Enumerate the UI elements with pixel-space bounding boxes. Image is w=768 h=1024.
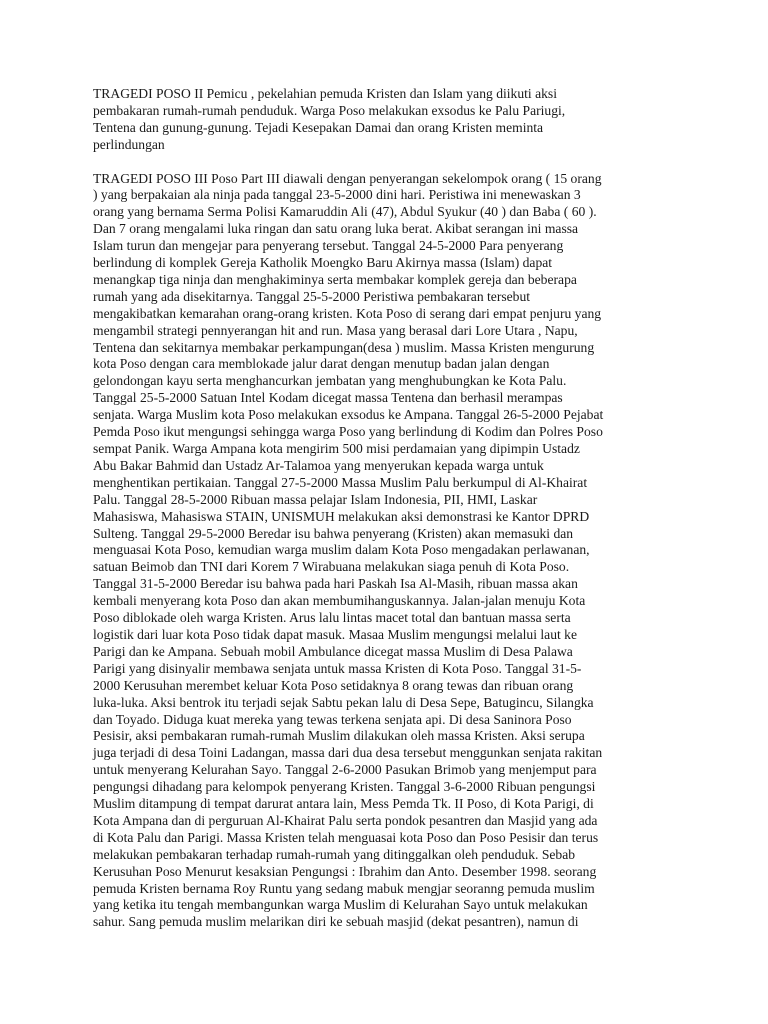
text-line: Kerusuhan Poso Menurut kesaksian Pengungsi : Ibrahim dan Anto. Desember 1998. seorang <box>93 863 597 879</box>
text-line: rumah yang ada disekitarnya. Tanggal 25-5-2000 Peristiwa pembakaran tersebut <box>93 288 531 304</box>
text-line: menangkap tiga ninja dan menghakiminya serta membakar komplek gereja dan beberapa <box>93 271 577 287</box>
text-line: logistik dari luar kota Poso tidak dapat masuk. Masaa Muslim mengungsi melalui laut ke <box>93 626 578 642</box>
text-line: mengakibatkan kemarahan orang-orang kristen. Kota Poso di serang dari empat penjuru yang <box>93 305 602 321</box>
text-line: Tanggal 25-5-2000 Satuan Intel Kodam dicegat massa Tentena dan berhasil merampas <box>93 390 563 406</box>
text-line: Abu Bakar Bahmid dan Ustadz Ar-Talamoa yang menyerukan kepada warga untuk <box>93 457 544 473</box>
text-line: TRAGEDI POSO III Poso Part III diawali dengan penyerangan sekelompok orang ( 15 orang <box>93 170 602 186</box>
text-line: Muslim ditampung di tempat darurat antara lain, Mess Pemda Tk. II Poso, di Kota Parigi, di <box>93 796 594 812</box>
text-line: satuan Beimob dan TNI dari Korem 7 Wirabuana melakukan siaga penuh di Kota Poso. <box>93 559 570 575</box>
text-line: mengambil strategi pennyerangan hit and run. Masa yang berasal dari Lore Utara , Napu, <box>93 322 578 338</box>
text-line: senjata. Warga Muslim kota Poso melakukan exsodus ke Ampana. Tanggal 26-5-2000 Pejabat <box>93 407 604 423</box>
text-line: Poso diblokade oleh warga Kristen. Arus lalu lintas macet total dan bantuan massa serta <box>93 610 571 626</box>
text-line: Tanggal 31-5-2000 Beredar isu bahwa pada hari Paskah Isa Al-Masih, ribuan massa akan <box>93 576 578 592</box>
text-line: Sulteng. Tanggal 29-5-2000 Beredar isu bahwa penyerang (Kristen) akan memasuki dan <box>93 525 574 541</box>
text-line: sahur. Sang pemuda muslim melarikan diri ke sebuah masjid (dekat pesantren), namun di <box>93 914 579 930</box>
text-line: pemuda Kristen bernama Roy Runtu yang sedang mabuk mengjar seoranng pemuda muslim <box>93 880 595 896</box>
text-line: dan Toyado. Diduga kuat mereka yang tewas terkena senjata api. Di desa Saninora Poso <box>93 711 572 727</box>
text-line: di Kota Palu dan Parigi. Massa Kristen telah menguasai kota Poso dan Poso Pesisir dan terus <box>93 829 599 845</box>
text-line: luka-luka. Aksi bentrok itu terjadi sejak Sabtu pekan lalu di Desa Sepe, Batugincu, Silangka <box>93 694 594 710</box>
text-line: Pesisir, aksi pembakaran rumah-rumah Muslim dilakukan oleh massa Kristen. Aksi serupa <box>93 728 585 744</box>
text-line: Parigi dan ke Ampana. Sebuah mobil Ambulance dicegat massa Muslim di Desa Palawa <box>93 643 573 659</box>
paragraph-tragedi-poso-2 <box>93 86 663 154</box>
text-line: ) yang berpakaian ala ninja pada tanggal 23-5-2000 dini hari. Peristiwa ini menewaskan 3 <box>93 187 581 203</box>
text-line: kota Poso dengan cara memblokade jalur darat dengan menutup badan jalan dengan <box>93 356 550 372</box>
text-line: kembali menyerang kota Poso dan akan membumihanguskannya. Jalan-jalan menuju Kota <box>93 593 586 609</box>
text-line: Parigi yang disinyalir membawa senjata untuk massa Kristen di Kota Poso. Tanggal 31-5- <box>93 660 582 676</box>
text-line: Kota Ampana dan di perguruan Al-Khairat Palu serta pondok pesantren dan Masjid yang ada <box>93 812 598 828</box>
text-line: TRAGEDI POSO II Pemicu , pekelahian pemuda Kristen dan Islam yang diikuti aksi <box>93 86 557 101</box>
text-line: berlindung di komplek Gereja Katholik Moengko Baru Akirnya massa (Islam) dapat <box>93 255 553 271</box>
text-line: juga terjadi di desa Toini Ladangan, massa dari dua desa tersebut menggunkan senjata rakitan <box>93 745 603 761</box>
paragraph-tragedi-poso-3 <box>93 171 663 932</box>
text-line: gelondongan kayu serta menghancurkan jembatan yang menghubungkan ke Kota Palu. <box>93 373 567 389</box>
text-line: menghentikan pertikaian. Tanggal 27-5-2000 Massa Muslim Palu berkumpul di Al-Khairat <box>93 474 588 490</box>
text-line: pengungsi dihadang para kelompok penyerang Kristen. Tanggal 3-6-2000 Ribuan pengungsi <box>93 779 596 795</box>
text-line: orang yang bernama Serma Polisi Kamaruddin Ali (47), Abdul Syukur (40 ) dan Baba ( 60 ). <box>93 204 597 220</box>
text-line: sempat Panik. Warga Ampana kota mengirim 500 misi perdamaian yang dipimpin Ustadz <box>93 441 580 457</box>
document-page <box>93 86 663 931</box>
text-line: Dan 7 orang mengalami luka ringan dan satu orang luka berat. Akibat serangan ini massa <box>93 221 579 237</box>
text-line: yang ketika itu tengah membangunkan warga Muslim di Kelurahan Sayo untuk melakukan <box>93 897 588 913</box>
text-line: Islam turun dan mengejar para penyerang tersebut. Tanggal 24-5-2000 Para penyerang <box>93 238 564 254</box>
text-line: pembakaran rumah-rumah penduduk. Warga Poso melakukan exsodus ke Palu Pariugi, <box>93 102 566 118</box>
text-line: Tentena dan gunung-gunung. Tejadi Kesepakan Damai dan orang Kristen meminta <box>93 119 544 135</box>
text-line: untuk menyerang Kelurahan Sayo. Tanggal 2-6-2000 Pasukan Brimob yang menjemput para <box>93 762 597 778</box>
text-line: Mahasiswa, Mahasiswa STAIN, UNISMUH melakukan aksi demonstrasi ke Kantor DPRD <box>93 508 590 524</box>
text-line: 2000 Kerusuhan merembet keluar Kota Poso setidaknya 8 orang tewas dan ribuan orang <box>93 677 574 693</box>
text-line: Palu. Tanggal 28-5-2000 Ribuan massa pelajar Islam Indonesia, PII, HMI, Laskar <box>93 491 538 507</box>
text-line: menguasai Kota Poso, kemudian warga muslim dalam Kota Poso mengadakan perlawanan, <box>93 542 590 558</box>
text-line: perlindungan <box>93 136 165 152</box>
text-line: Pemda Poso ikut mengungsi sehingga warga Poso yang berlindung di Kodim dan Polres Poso <box>93 424 603 440</box>
text-line: melakukan pembakaran terhadap rumah-rumah yang ditinggalkan oleh penduduk. Sebab <box>93 846 576 862</box>
text-line: Tentena dan sekitarnya membakar perkampungan(desa ) muslim. Massa Kristen mengurung <box>93 339 595 355</box>
